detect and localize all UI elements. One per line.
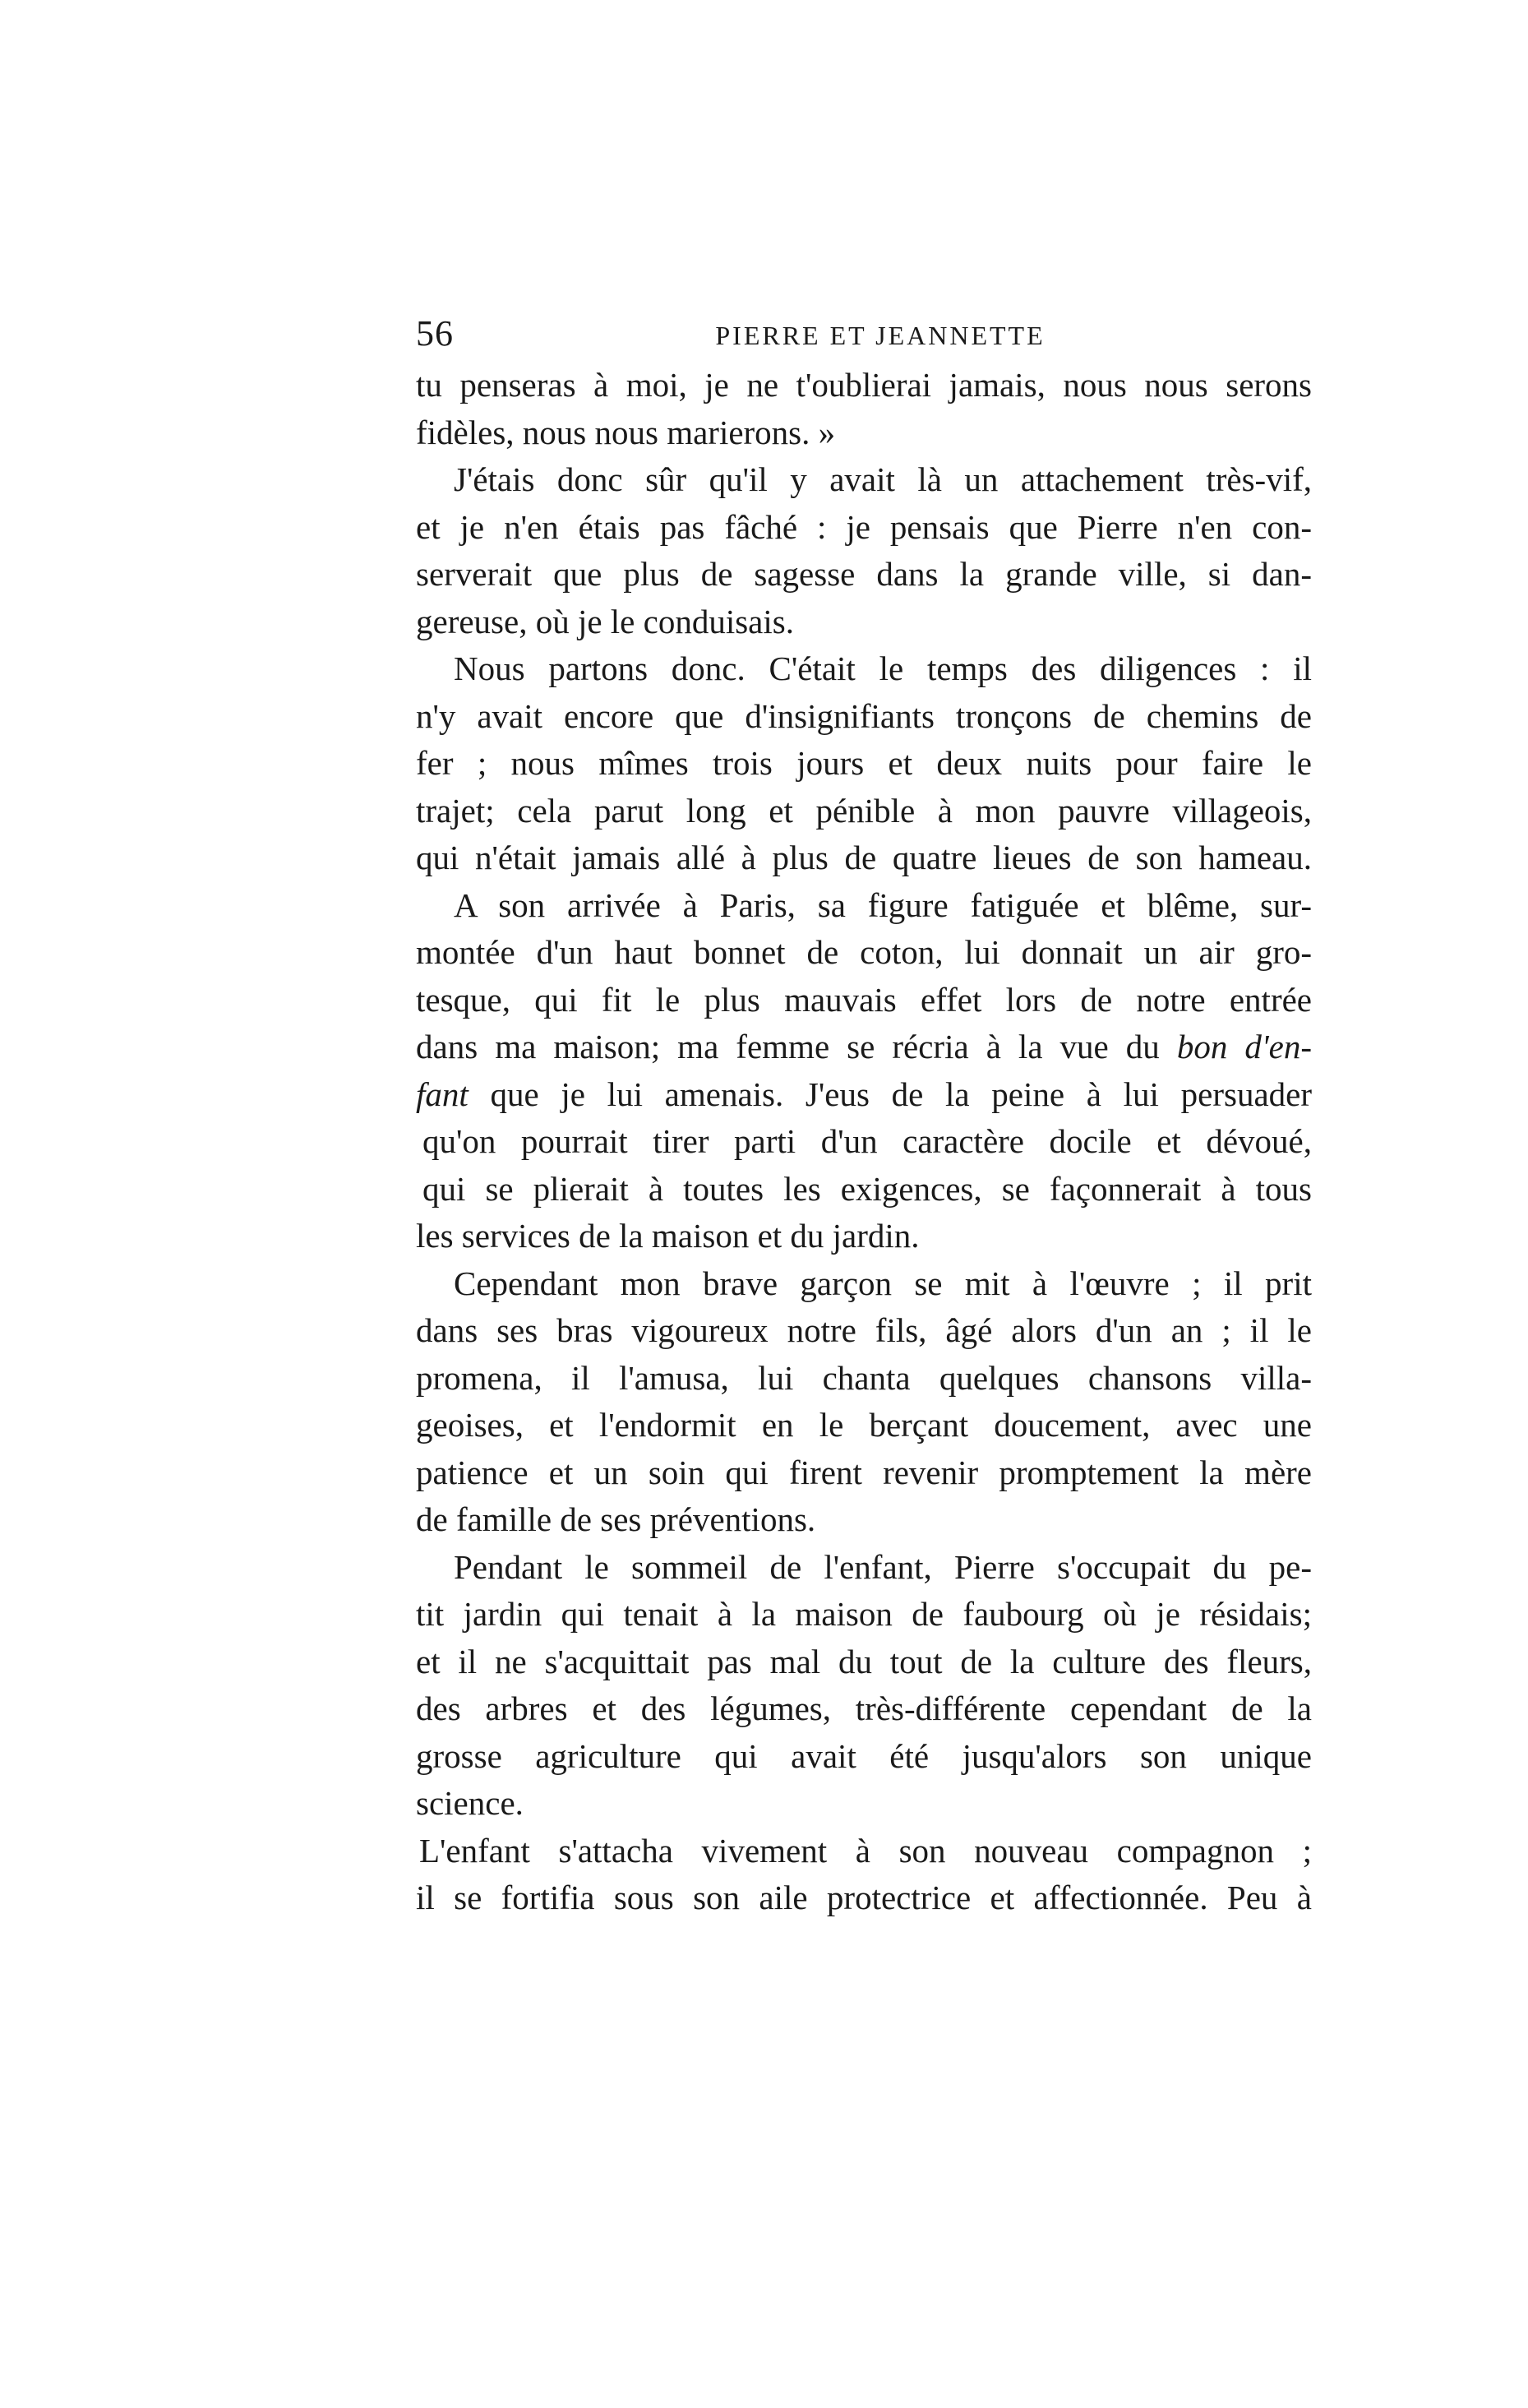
text-line: qui se plierait à toutes les exigences, se façonnerait à tous — [422, 1169, 1312, 1208]
text-line-start: dans ma maison; ma femme se récria à la vue du — [416, 1028, 1177, 1065]
text-line — [416, 1024, 1312, 1071]
running-head — [416, 309, 1312, 358]
text-line: Nous partons donc. C'était le temps des diligences : il — [454, 649, 1312, 687]
running-title: PIERRE ET JEANNETTE — [715, 321, 1046, 350]
text-line: des arbres et des légumes, très-différente cependant de la — [416, 1689, 1312, 1727]
text-line: de famille de ses préventions. — [416, 1500, 816, 1538]
text-line: gereuse, où je le conduisais. — [416, 602, 794, 640]
text-line: et je n'en étais pas fâché : je pensais que Pierre n'en con- — [416, 507, 1312, 546]
text-line: L'enfant s'attacha vivement à son nouveau compagnon ; — [419, 1831, 1312, 1870]
text-line: grosse agriculture qui avait été jusqu'alors son unique — [416, 1736, 1312, 1775]
text-line: qui n'était jamais allé à plus de quatre lieues de son hameau. — [416, 839, 1312, 876]
text-line: patience et un soin qui firent revenir promptement la mère — [416, 1453, 1312, 1491]
text-line: qu'on pourrait tirer parti d'un caractère docile et dévoué, — [422, 1122, 1312, 1160]
italic-phrase: bon d'en- — [1176, 1028, 1313, 1065]
text-line: Pendant le sommeil de l'enfant, Pierre s'occupait du pe- — [454, 1547, 1312, 1586]
text-line: science. — [416, 1784, 524, 1822]
text-line-end: que je lui amenais. J'eus de la peine à lui persuader — [490, 1075, 1313, 1113]
text-line: tit jardin qui tenait à la maison de faubourg où je résidais; — [416, 1595, 1312, 1633]
text-line: trajet; cela parut long et pénible à mon pauvre villageois, — [416, 791, 1312, 830]
text-line: fer ; nous mîmes trois jours et deux nuits pour faire le — [416, 744, 1312, 782]
text-line: tu penseras à moi, je ne t'oublierai jamais, nous nous serons — [416, 366, 1312, 404]
text-line: les services de la maison et du jardin. — [416, 1217, 920, 1255]
text-line: fidèles, nous nous marierons. » — [416, 413, 836, 451]
text-line: geoises, et l'endormit en le berçant doucement, avec une — [416, 1406, 1312, 1444]
text-line: A son arrivée à Paris, sa figure fatiguée et blême, sur- — [454, 885, 1312, 924]
text-line: montée d'un haut bonnet de coton, lui donnait un air gro- — [416, 933, 1312, 971]
text-line: serverait que plus de sagesse dans la grande ville, si dan- — [416, 555, 1312, 593]
text-line: Cependant mon brave garçon se mit à l'œuvre ; il prit — [454, 1264, 1312, 1302]
text-line: tesque, qui fit le plus mauvais effet lors de notre entrée — [416, 980, 1312, 1019]
text-line — [416, 1071, 1312, 1119]
text-line: promena, il l'amusa, lui chanta quelques chansons villa- — [416, 1358, 1312, 1397]
italic-phrase: fant — [416, 1075, 469, 1113]
page-number: 56 — [416, 313, 454, 354]
text-line: et il ne s'acquittait pas mal du tout de la culture des fleurs, — [416, 1642, 1312, 1680]
text-line: dans ses bras vigoureux notre fils, âgé alors d'un an ; il le — [416, 1311, 1312, 1349]
text-line: J'étais donc sûr qu'il y avait là un attachement très-vif, — [454, 460, 1312, 498]
text-line: il se fortifia sous son aile protectrice et affectionnée. Peu à — [416, 1879, 1312, 1916]
body-text — [416, 362, 1312, 1922]
text-line: n'y avait encore que d'insignifiants tronçons de chemins de — [416, 696, 1312, 735]
